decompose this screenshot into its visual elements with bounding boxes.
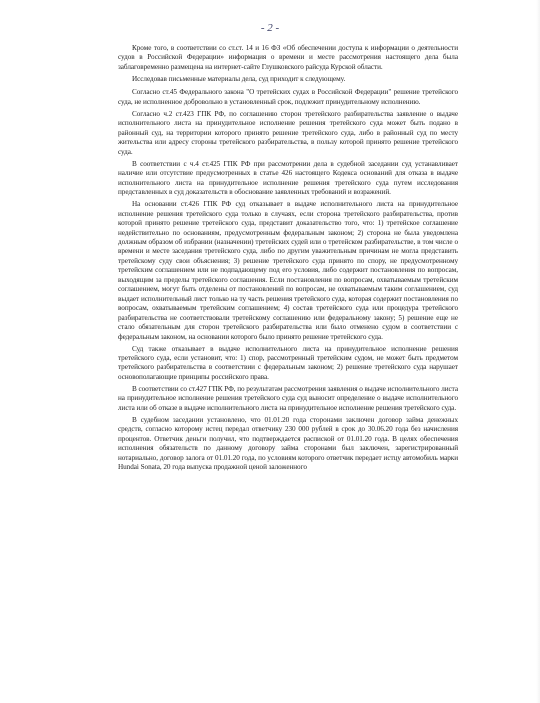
- scan-edge-shadow: [536, 0, 540, 703]
- paragraph-court-conclusion: Исследовав письменные материалы дела, суд приходит к следующему.: [132, 74, 346, 83]
- paragraph-access-to-information: Кроме того, в соответствии со ст.ст. 14 и 16 ФЗ «Об обеспечении доступа к информации о деятельности судов в Российской Федерации» информация о времени и месте рассмотрения настоящего дела была заблаговременно размещена на интернет-сайте Глушковского райсуда Курской области.: [118, 44, 458, 71]
- paragraph-article-426: На основании ст.426 ГПК РФ суд отказывает в выдаче исполнительного листа на принудительное исполнение решения третейского суда только в случаях, если сторона третейского разбирательства, против которой принято решение третейского суда, представит доказательство того, что: 1) третейское соглашение недействительно по основаниям, предусмотренным федеральным законом; 2) сторона не была уведомлена должным образом об избрании (назначении) третейских судей или о третейском разбирательстве, в том числе о времени и месте заседания третейского суда, либо по другим уважительным причинам не могла представить третейскому суду свои объяснения; 3) решение третейского суда принято по спору, не предусмотренному третейским соглашением или не подпадающему под его условия, либо содержит постановления по вопросам, выходящим за пределы третейского соглашения. Если постановления по вопросам, охватываемым третейским соглашением, могут быть отделены от постановлений по вопросам, не охватываемым таким соглашением, суд выдает исполнительный лист только на ту часть решения третейского суда, которая содержит постановления по вопросам, охватываемым третейским соглашением; 4) состав третейского суда или процедура третейского разбирательства не соответствовали третейскому соглашению или федеральному закону; 5) решение еще не стало обязательным для сторон третейского разбирательства или было отменено судом в соответствии с федеральным законом, на основании которого было принято решение третейского суда.: [118, 200, 458, 341]
- page-number: - 2 -: [260, 22, 280, 34]
- paragraph-refusal-grounds: Суд также отказывает в выдаче исполнительного листа на принудительное исполнение решения третейского суда, если установит, что: 1) спор, рассмотренный третейским судом, не может быть предметом третейского разбирательства в соответствии с федеральным законом; 2) решение третейского суда нарушает основополагающие принципы российского права.: [118, 344, 458, 381]
- paragraph-article-427: В соответствии со ст.427 ГПК РФ, по результатам рассмотрения заявления о выдаче исполнительного листа на принудительное исполнение решения третейского суда суд выносит определение о выдаче исполнительного листа или об отказе в выдаче исполнительного листа на принудительное исполнение решения третейского суда.: [118, 384, 458, 412]
- paragraph-article-425: В соответствии с ч.4 ст.425 ГПК РФ при рассмотрении дела в судебной заседании суд устанавливает наличие или отсутствие предусмотренных в статье 426 настоящего Кодекса оснований для отказа в выдаче исполнительного листа на принудительное исполнение решения третейского суда путем исследования представленных в суд доказательств в обоснование заявленных требований и возражений.: [118, 159, 458, 197]
- paragraph-article-423: Согласно ч.2 ст.423 ГПК РФ, по соглашению сторон третейского разбирательства заявление о выдаче исполнительного листа на принудительное исполнение решения третейского суда может быть подано в районный суд, на территории которого принято решение третейского суда, либо в районный суд по месту жительства или адресу стороны третейского разбирательства, в пользу которой принято решение третейского суда.: [118, 109, 458, 156]
- document-body: [118, 44, 458, 475]
- paragraph-article-45: Согласно ст.45 Федерального закона "О третейских судах в Российской Федерации" решение третейского суда, не исполненное добровольно в установленный срок, подлежит принудительному исполнению.: [118, 88, 458, 106]
- paragraph-established-facts: В судебном заседании установлено, что 01.01.20 года сторонами заключен договор займа денежных средств, согласно которому истец передал ответчику 230 000 рублей в срок до 30.06.20 года без начисления процентов. Ответчик деньги получил, что подтверждается распиской от 01.01.20 года. В целях обеспечения исполнения обязательств по данному договору займа сторонами был заключен, зарегистрированный нотариально, договор залога от 01.01.20 года, по условиям которого ответчик передает истцу автомобиль марки Hundai Sonata, 20 года выпуска продажной ценой заложенного: [118, 415, 458, 472]
